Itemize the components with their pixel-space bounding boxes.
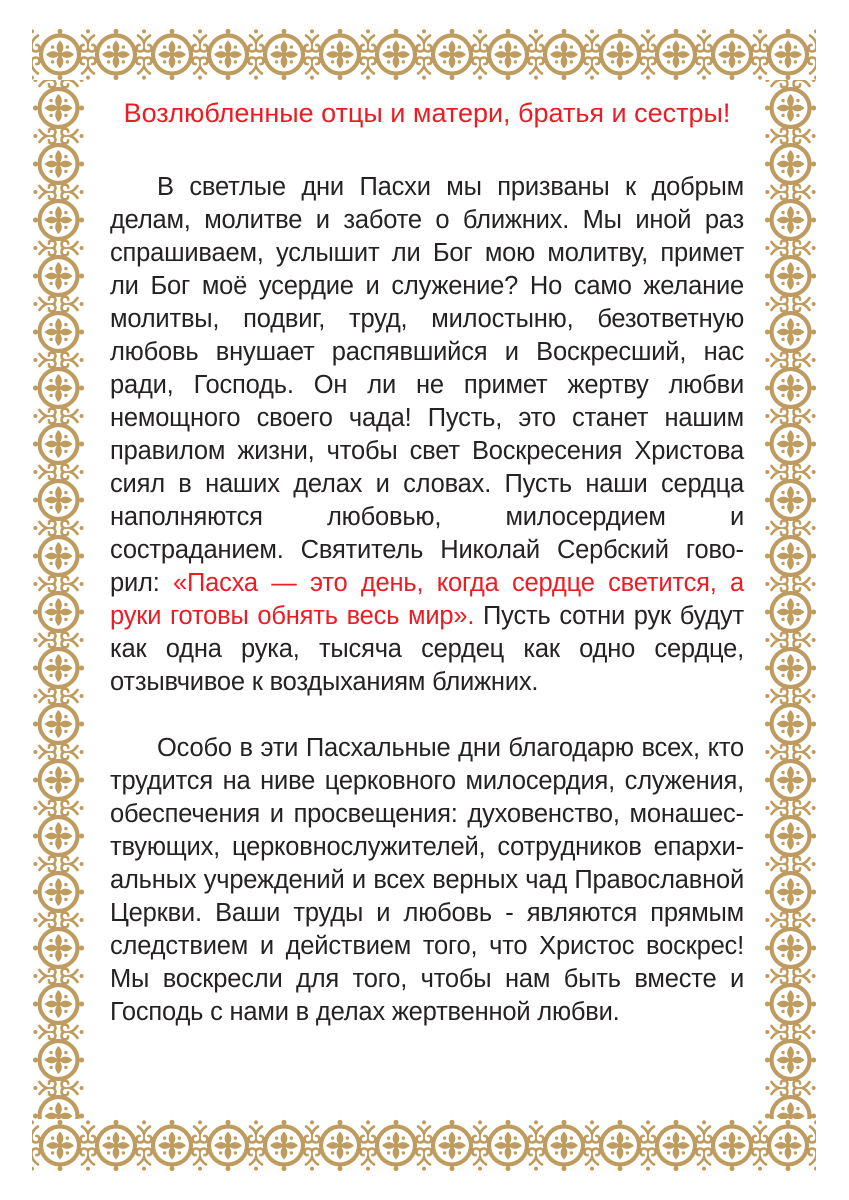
paragraph-2: Особо в эти Пасхальные дни благодарю всех, кто трудится на ниве церковного милосердия, служения, обеспечения и просвещения: духовенство, монашествующих, церковнослужителей, сотрудников епархиальных учреждений и всех верных чад Православной Церкви. Ваши труды и любовь - являются прямым следствием и действием того, что Христос воскрес! Мы воскресли для того, чтобы нам быть вместе и Господь с нами в делах жертвенной любви. — [110, 733, 744, 1026]
paragraph-1-tail: Пусть сотни рук будут как одна рука, тысяча сердец как одно сердце, отзывчивое к воздыханиям ближних. — [110, 601, 744, 696]
letter-heading: Возлюбленные отцы и матери, братья и сестры! — [123, 98, 731, 128]
paragraph-1 — [110, 171, 744, 699]
paragraph-1-lead: В светлые дни Пасхи мы призваны к добрым делам, молитве и заботе о ближних. Мы иной раз спрашиваем, услышит ли Бог мою молитву, примет ли Бог моё усердие и служение? Но само желание молитвы, подвиг, труд, милостыню, безответную любовь внушает распявшийся и Воскресший, нас ради, Господь. Он ли не примет жертву любви немощного своего чада! Пусть, это станет нашим правилом жизни, чтобы свет Воскресения Христова сиял в наших делах и словах. Пусть наши сердца наполняются любовью, милосердием и состраданием. Святитель Николай Сербский говорил: — [110, 172, 744, 597]
ornamental-border-top — [32, 28, 816, 80]
ornamental-border-left — [32, 80, 84, 1119]
paragraph-1-red-quote: «Пасха — это день, когда сердце светится, а руки готовы обнять весь мир». — [110, 568, 744, 630]
ornamental-border-right — [764, 80, 816, 1119]
ornamental-border-bottom — [32, 1119, 816, 1171]
letter-body — [110, 97, 744, 1029]
